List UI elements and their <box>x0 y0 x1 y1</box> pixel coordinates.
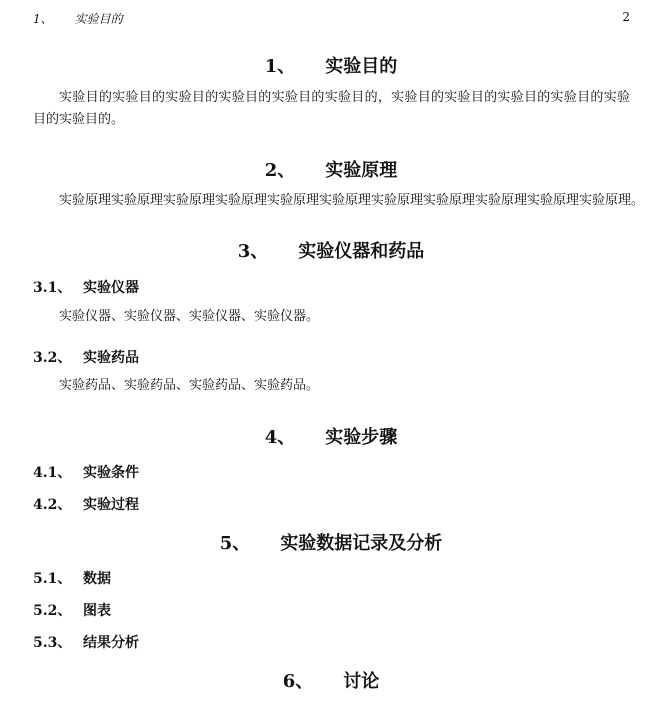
section-number: 1、 <box>264 56 296 77</box>
section-number: 2、 <box>264 160 296 181</box>
subsection-title: 图表 <box>83 603 111 619</box>
subsection-heading-3-2 <box>33 347 139 367</box>
section-title: 实验仪器和药品 <box>298 241 425 262</box>
section-title: 实验目的 <box>325 56 398 77</box>
subsection-title: 实验条件 <box>83 465 139 481</box>
subsection-3-1-paragraph: 实验仪器、实验仪器、实验仪器、实验仪器。 <box>59 309 320 324</box>
subsection-title: 实验仪器 <box>83 280 139 296</box>
running-header <box>33 10 630 28</box>
section-number: 6、 <box>282 671 314 692</box>
subsection-heading-4-2 <box>33 494 139 514</box>
section-title: 实验原理 <box>325 160 398 181</box>
section-heading-2 <box>0 156 662 182</box>
subsection-title: 结果分析 <box>83 635 139 651</box>
section-heading-4 <box>0 423 662 449</box>
subsection-number: 5.2、 <box>33 603 72 619</box>
section-1-paragraph: 实验目的实验目的实验目的实验目的实验目的实验目的，实验目的实验目的实验目的实验目的实验目的实验目的。 <box>33 90 630 127</box>
subsection-number: 3.1、 <box>33 280 72 296</box>
running-header-section-title: 实验目的 <box>74 12 123 26</box>
section-title: 实验数据记录及分析 <box>280 533 443 554</box>
subsection-heading-5-2 <box>33 600 111 620</box>
running-header-section <box>33 10 123 27</box>
page-number: 2 <box>622 10 630 24</box>
subsection-heading-5-3 <box>33 632 139 652</box>
section-title: 实验步骤 <box>325 427 398 448</box>
subsection-number: 5.1、 <box>33 571 72 587</box>
section-number: 5、 <box>219 533 251 554</box>
section-number: 4、 <box>264 427 296 448</box>
subsection-title: 实验药品 <box>83 350 139 366</box>
section-heading-1 <box>0 52 662 78</box>
subsection-heading-4-1 <box>33 462 139 482</box>
subsection-number: 4.1、 <box>33 465 72 481</box>
running-header-section-number: 1、 <box>33 12 53 26</box>
subsection-number: 3.2、 <box>33 350 72 366</box>
subsection-heading-3-1 <box>33 277 139 297</box>
section-2-paragraph: 实验原理实验原理实验原理实验原理实验原理实验原理实验原理实验原理实验原理实验原理实验原理。 <box>59 193 645 208</box>
subsection-number: 5.3、 <box>33 635 72 651</box>
subsection-title: 数据 <box>83 571 111 587</box>
subsection-number: 4.2、 <box>33 497 72 513</box>
subsection-3-2-paragraph: 实验药品、实验药品、实验药品、实验药品。 <box>59 378 320 393</box>
subsection-heading-5-1 <box>33 568 111 588</box>
section-title: 讨论 <box>343 671 380 692</box>
section-heading-3 <box>0 237 662 263</box>
section-heading-5 <box>0 529 662 555</box>
subsection-title: 实验过程 <box>83 497 139 513</box>
section-heading-6 <box>0 667 662 693</box>
section-number: 3、 <box>237 241 269 262</box>
